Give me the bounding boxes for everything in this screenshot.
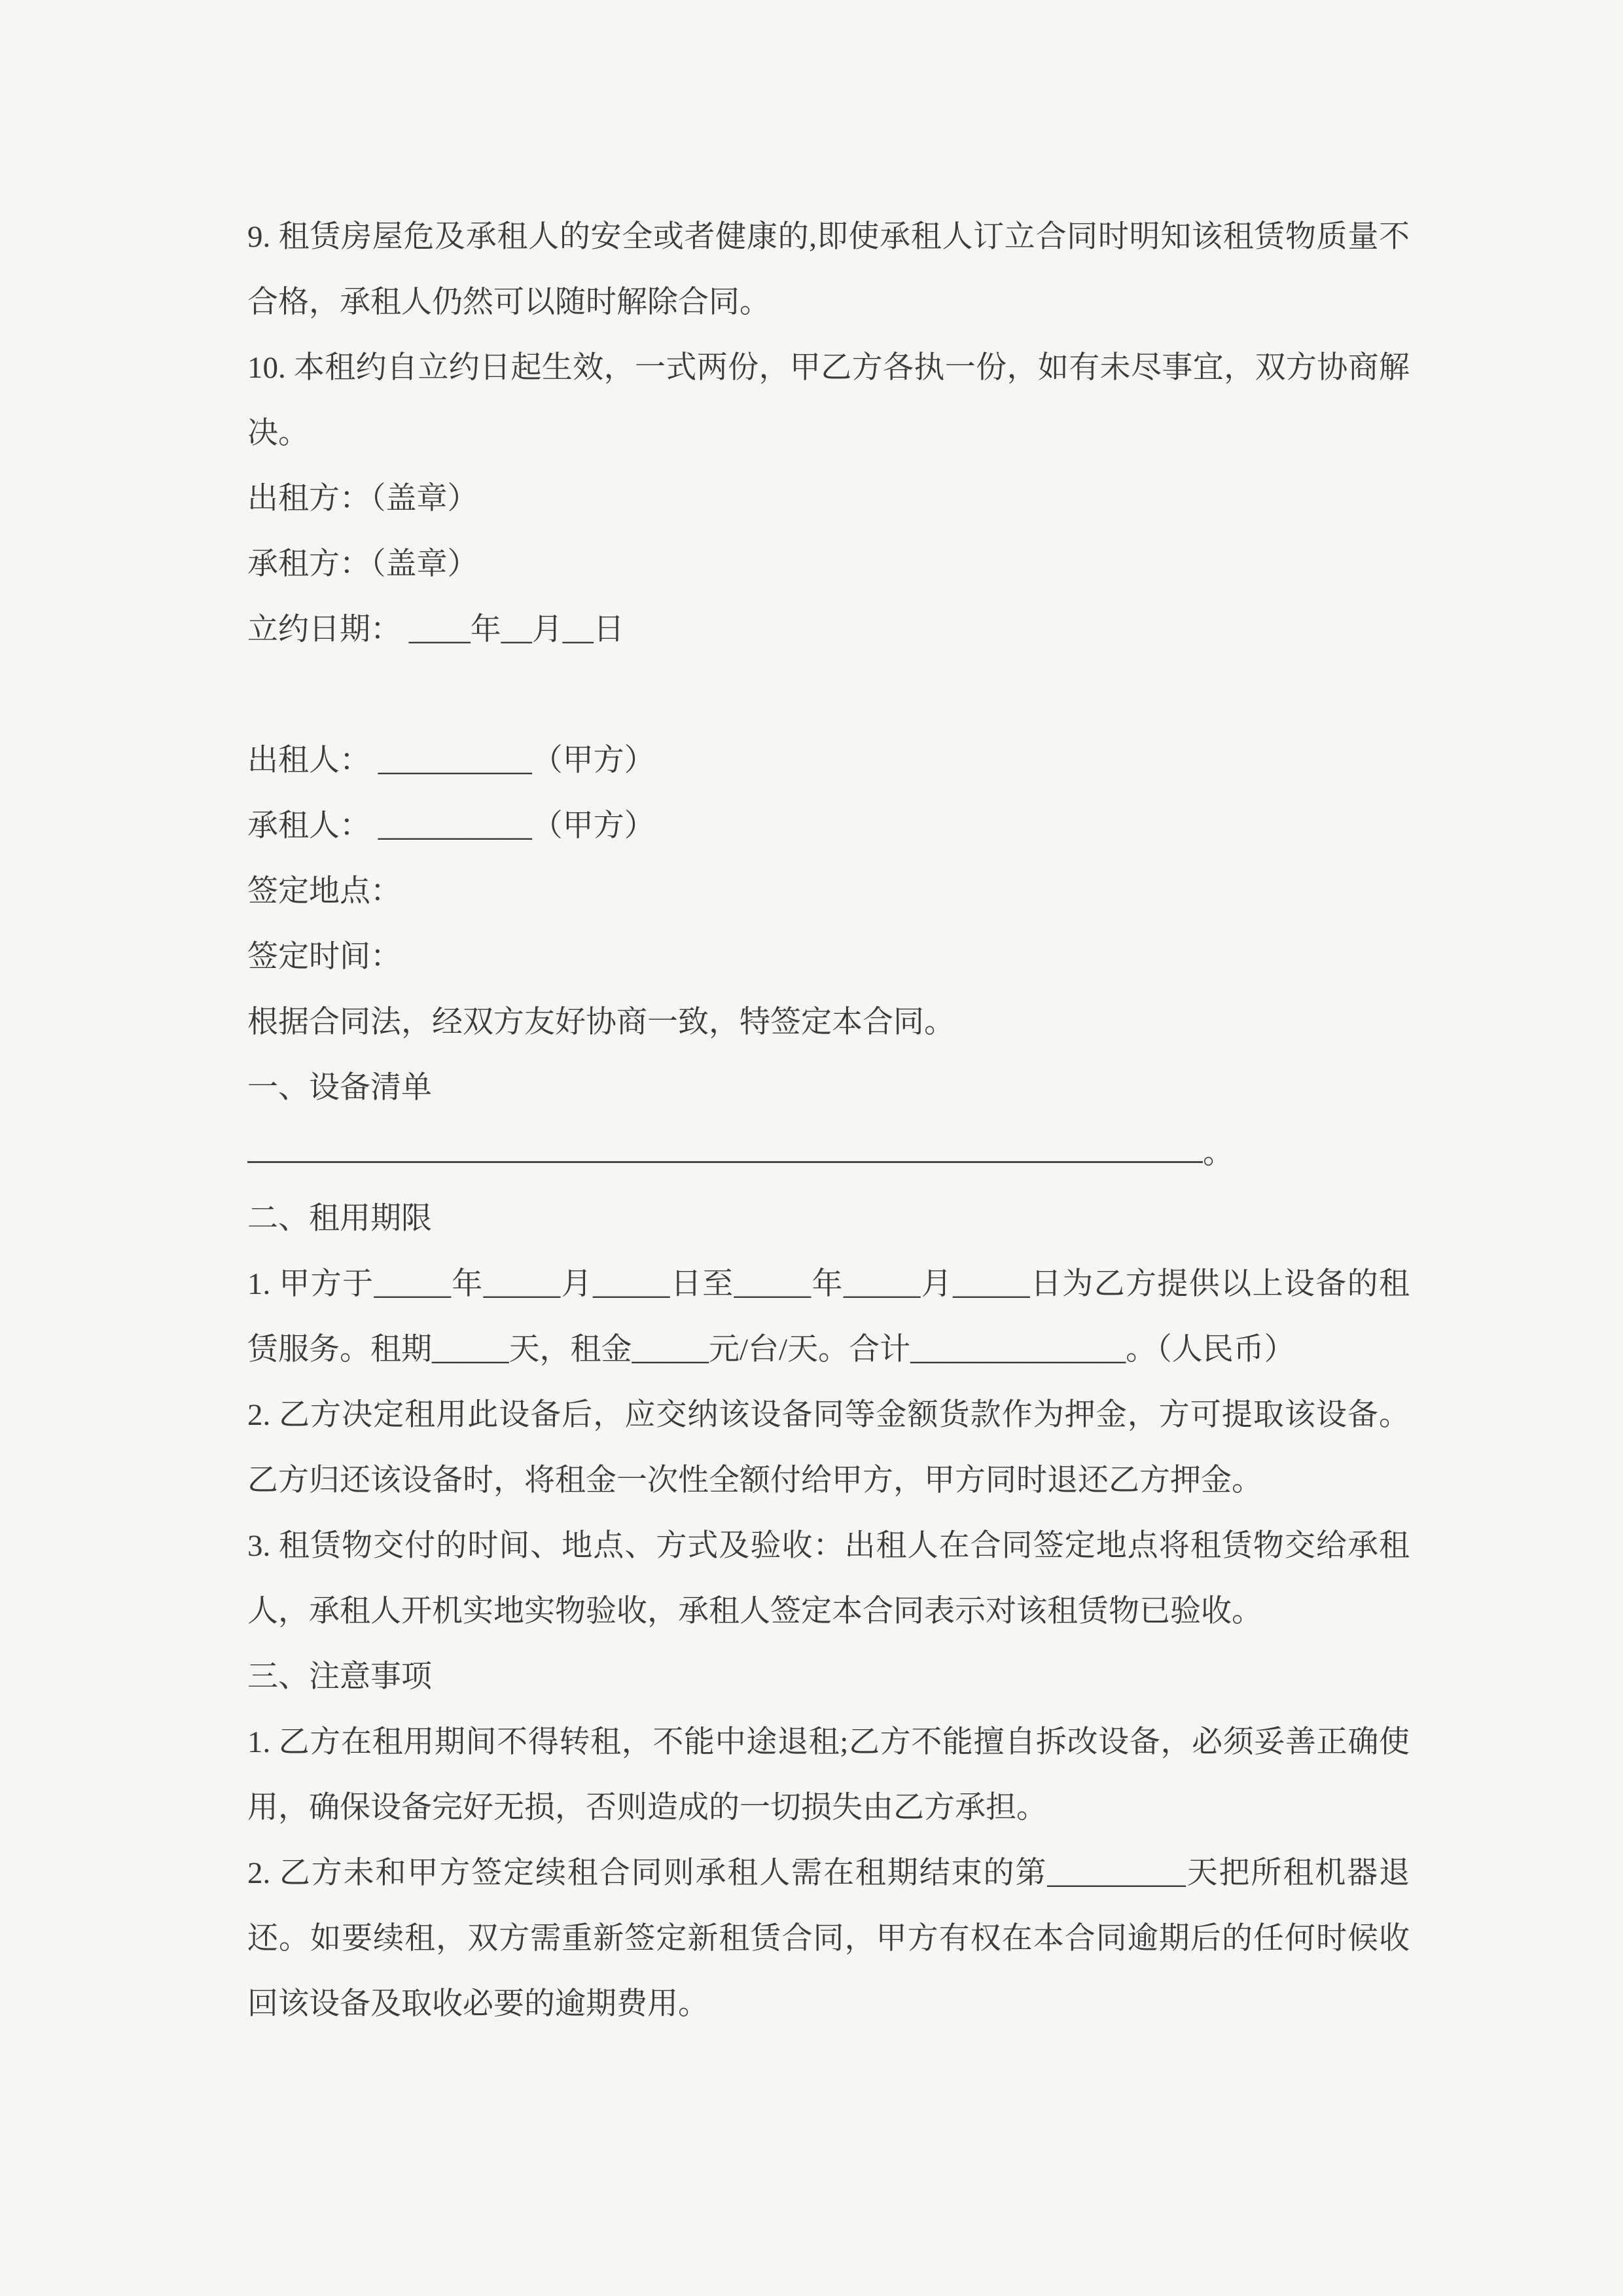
blank-underline	[247, 1130, 1203, 1163]
lease-term-clause-1: 1. 甲方于_____年_____月_____日至_____年_____月_____日为乙方提供以上设备的租赁服务。租期_____天，租金_____元/台/天。合计______________。（人民币）	[247, 1267, 1410, 1367]
notes-clause-1: 1. 乙方在租用期间不得转租，不能中途退租;乙方不能擅自拆改设备，必须妥善正确使用，确保设备完好无损，否则造成的一切损失由乙方承担。	[247, 1725, 1410, 1825]
lessor-signature-line: 出租人： __________（甲方）	[247, 744, 655, 778]
clause-9-text: 9. 租赁房屋危及承租人的安全或者健康的,即使承租人订立合同时明知该租赁物质量不合格，承租人仍然可以随时解除合同。	[247, 220, 1410, 319]
lease-term-clause-2: 2. 乙方决定租用此设备后，应交纳该设备同等金额货款作为押金，方可提取该设备。乙方归还该设备时，将租金一次性全额付给甲方，甲方同时退还乙方押金。	[247, 1398, 1410, 1498]
section-lease-term-title: 二、租用期限	[247, 1202, 432, 1236]
equipment-list-blank-line	[247, 1121, 1410, 1186]
blank-line-spacer	[247, 662, 1410, 728]
preamble-line: 根据合同法，经双方友好协商一致，特签定本合同。	[247, 1005, 955, 1039]
notes-clause-2: 2. 乙方未和甲方签定续租合同则承租人需在租期结束的第_________天把所租机器退还。如要续租，双方需重新签定新租赁合同，甲方有权在本合同逾期后的任何时候收回该设备及取收必要的逾期费用。	[247, 1856, 1410, 2021]
section-equipment-list-title: 一、设备清单	[247, 1071, 432, 1105]
clause-10-text: 10. 本租约自立约日起生效，一式两份，甲乙方各执一份，如有未尽事宜，双方协商解决。	[247, 351, 1410, 450]
blank-line-period: 。	[1203, 1136, 1234, 1170]
lessor-seal-line: 出租方：（盖章）	[247, 482, 478, 516]
lease-term-clause-3: 3. 租赁物交付的时间、地点、方式及验收：出租人在合同签定地点将租赁物交给承租人，承租人开机实地实物验收，承租人签定本合同表示对该租赁物已验收。	[247, 1529, 1410, 1628]
lessee-signature-line: 承租人： __________（甲方）	[247, 809, 655, 843]
signing-time-line: 签定时间：	[247, 940, 401, 974]
lessee-seal-line: 承租方：（盖章）	[247, 547, 478, 581]
signing-place-line: 签定地点：	[247, 874, 401, 908]
section-notes-title: 三、注意事项	[247, 1660, 432, 1694]
contract-date-line: 立约日期： ____年__月__日	[247, 613, 624, 647]
